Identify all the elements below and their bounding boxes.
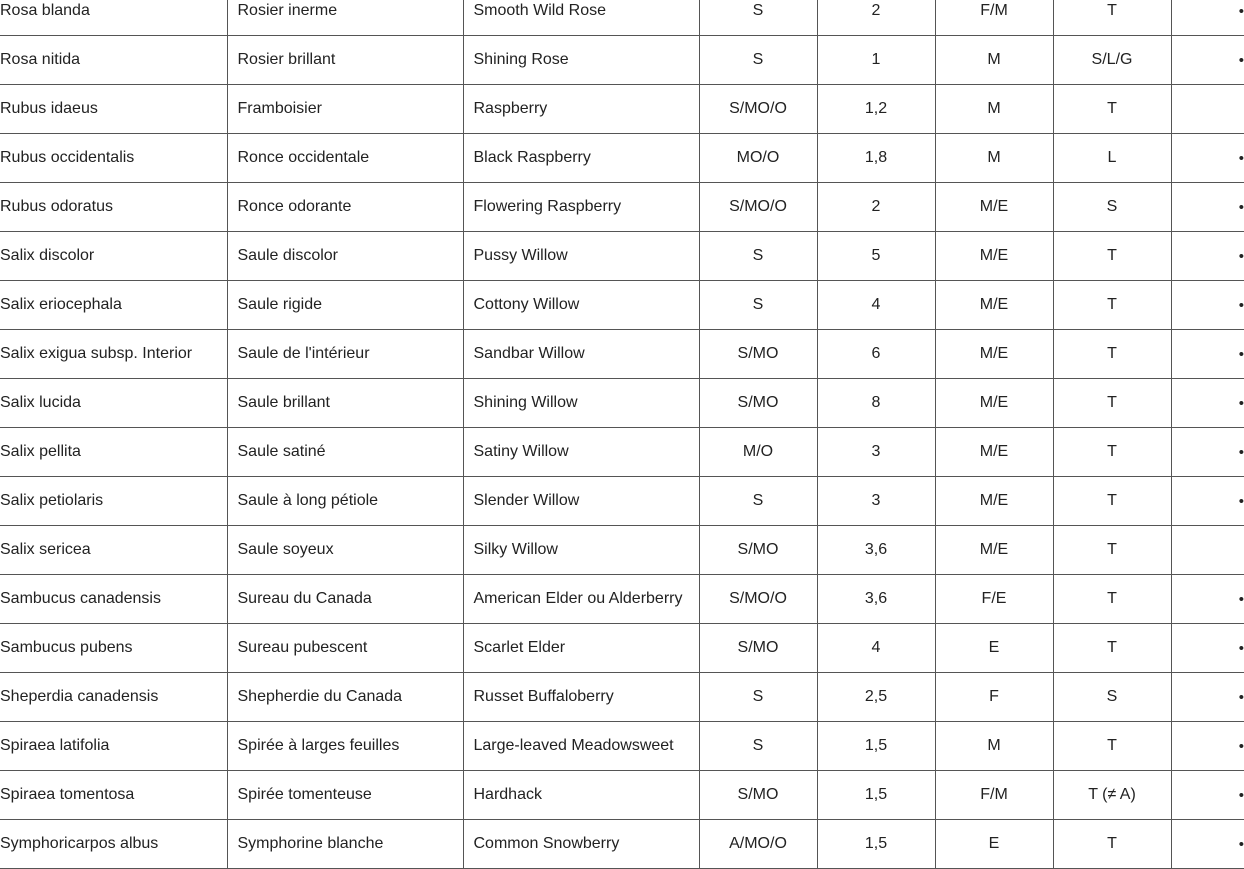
latin-name-cell: Symphoricarpos albus — [0, 820, 227, 869]
moisture-cell: F/E — [935, 575, 1053, 624]
french-name-cell: Ronce odorante — [227, 183, 463, 232]
table-row — [0, 820, 1244, 869]
height-cell: 4 — [817, 281, 935, 330]
french-name-cell: Saule soyeux — [227, 526, 463, 575]
english-name-cell: Common Snowberry — [463, 820, 699, 869]
latin-name-cell: Spiraea tomentosa — [0, 771, 227, 820]
soil-cell: S — [699, 232, 817, 281]
latin-name-cell: Rubus idaeus — [0, 85, 227, 134]
latin-name-cell: Salix eriocephala — [0, 281, 227, 330]
bullet-cell: • — [1171, 820, 1244, 869]
soil-cell: S/MO — [699, 526, 817, 575]
height-cell: 1 — [817, 36, 935, 85]
light-cell: T — [1053, 428, 1171, 477]
table-row — [0, 183, 1244, 232]
soil-cell: S/MO — [699, 771, 817, 820]
latin-name-cell: Salix discolor — [0, 232, 227, 281]
soil-cell: S — [699, 36, 817, 85]
latin-name-cell: Spiraea latifolia — [0, 722, 227, 771]
moisture-cell: M/E — [935, 428, 1053, 477]
table-row — [0, 36, 1244, 85]
light-cell: S — [1053, 183, 1171, 232]
french-name-cell: Sureau du Canada — [227, 575, 463, 624]
bullet-cell — [1171, 85, 1244, 134]
height-cell: 3,6 — [817, 575, 935, 624]
latin-name-cell: Sambucus canadensis — [0, 575, 227, 624]
height-cell: 1,5 — [817, 771, 935, 820]
height-cell: 6 — [817, 330, 935, 379]
moisture-cell: M — [935, 722, 1053, 771]
bullet-cell: • — [1171, 232, 1244, 281]
light-cell: T — [1053, 820, 1171, 869]
latin-name-cell: Rubus occidentalis — [0, 134, 227, 183]
light-cell: S — [1053, 673, 1171, 722]
english-name-cell: Pussy Willow — [463, 232, 699, 281]
french-name-cell: Spirée à larges feuilles — [227, 722, 463, 771]
table-row — [0, 134, 1244, 183]
latin-name-cell: Rosa nitida — [0, 36, 227, 85]
moisture-cell: M/E — [935, 183, 1053, 232]
moisture-cell: M/E — [935, 379, 1053, 428]
soil-cell: S/MO/O — [699, 183, 817, 232]
bullet-cell: • — [1171, 281, 1244, 330]
table-row — [0, 330, 1244, 379]
moisture-cell: E — [935, 820, 1053, 869]
light-cell: T — [1053, 281, 1171, 330]
height-cell: 4 — [817, 624, 935, 673]
french-name-cell: Saule satiné — [227, 428, 463, 477]
bullet-cell: • — [1171, 379, 1244, 428]
table-row — [0, 771, 1244, 820]
latin-name-cell: Salix exigua subsp. Interior — [0, 330, 227, 379]
moisture-cell: M/E — [935, 477, 1053, 526]
height-cell: 1,2 — [817, 85, 935, 134]
light-cell: T — [1053, 624, 1171, 673]
table-row — [0, 232, 1244, 281]
soil-cell: M/O — [699, 428, 817, 477]
soil-cell: A/MO/O — [699, 820, 817, 869]
height-cell: 2 — [817, 0, 935, 36]
moisture-cell: M/E — [935, 281, 1053, 330]
moisture-cell: M — [935, 36, 1053, 85]
height-cell: 1,5 — [817, 820, 935, 869]
bullet-cell: • — [1171, 673, 1244, 722]
light-cell: T — [1053, 477, 1171, 526]
bullet-cell: • — [1171, 722, 1244, 771]
french-name-cell: Saule brillant — [227, 379, 463, 428]
english-name-cell: Cottony Willow — [463, 281, 699, 330]
moisture-cell: E — [935, 624, 1053, 673]
light-cell: S/L/G — [1053, 36, 1171, 85]
table-row — [0, 526, 1244, 575]
english-name-cell: Black Raspberry — [463, 134, 699, 183]
french-name-cell: Saule à long pétiole — [227, 477, 463, 526]
latin-name-cell: Rosa blanda — [0, 0, 227, 36]
light-cell: L — [1053, 134, 1171, 183]
french-name-cell: Shepherdie du Canada — [227, 673, 463, 722]
bullet-cell: • — [1171, 0, 1244, 36]
soil-cell: S — [699, 0, 817, 36]
table-row — [0, 673, 1244, 722]
height-cell: 3,6 — [817, 526, 935, 575]
english-name-cell: Scarlet Elder — [463, 624, 699, 673]
height-cell: 3 — [817, 477, 935, 526]
height-cell: 2,5 — [817, 673, 935, 722]
soil-cell: S — [699, 722, 817, 771]
latin-name-cell: Salix lucida — [0, 379, 227, 428]
english-name-cell: Shining Willow — [463, 379, 699, 428]
bullet-cell: • — [1171, 183, 1244, 232]
latin-name-cell: Salix pellita — [0, 428, 227, 477]
soil-cell: S/MO/O — [699, 85, 817, 134]
bullet-cell — [1171, 526, 1244, 575]
light-cell: T — [1053, 379, 1171, 428]
light-cell: T — [1053, 85, 1171, 134]
latin-name-cell: Salix sericea — [0, 526, 227, 575]
english-name-cell: Silky Willow — [463, 526, 699, 575]
bullet-cell: • — [1171, 477, 1244, 526]
table-row — [0, 722, 1244, 771]
light-cell: T (≠ A) — [1053, 771, 1171, 820]
bullet-cell: • — [1171, 624, 1244, 673]
soil-cell: S/MO — [699, 624, 817, 673]
light-cell: T — [1053, 232, 1171, 281]
soil-cell: MO/O — [699, 134, 817, 183]
moisture-cell: M/E — [935, 526, 1053, 575]
soil-cell: S/MO — [699, 379, 817, 428]
height-cell: 8 — [817, 379, 935, 428]
bullet-cell: • — [1171, 428, 1244, 477]
english-name-cell: Shining Rose — [463, 36, 699, 85]
moisture-cell: M — [935, 134, 1053, 183]
french-name-cell: Saule discolor — [227, 232, 463, 281]
latin-name-cell: Sambucus pubens — [0, 624, 227, 673]
latin-name-cell: Salix petiolaris — [0, 477, 227, 526]
french-name-cell: Sureau pubescent — [227, 624, 463, 673]
french-name-cell: Rosier inerme — [227, 0, 463, 36]
height-cell: 1,8 — [817, 134, 935, 183]
light-cell: T — [1053, 330, 1171, 379]
latin-name-cell: Rubus odoratus — [0, 183, 227, 232]
moisture-cell: M — [935, 85, 1053, 134]
english-name-cell: Flowering Raspberry — [463, 183, 699, 232]
soil-cell: S — [699, 673, 817, 722]
bullet-cell: • — [1171, 134, 1244, 183]
table-row — [0, 428, 1244, 477]
french-name-cell: Rosier brillant — [227, 36, 463, 85]
light-cell: T — [1053, 526, 1171, 575]
height-cell: 5 — [817, 232, 935, 281]
table-row — [0, 379, 1244, 428]
table-row — [0, 624, 1244, 673]
french-name-cell: Symphorine blanche — [227, 820, 463, 869]
height-cell: 1,5 — [817, 722, 935, 771]
english-name-cell: Large-leaved Meadowsweet — [463, 722, 699, 771]
english-name-cell: American Elder ou Alderberry — [463, 575, 699, 624]
english-name-cell: Satiny Willow — [463, 428, 699, 477]
table-row — [0, 281, 1244, 330]
french-name-cell: Spirée tomenteuse — [227, 771, 463, 820]
moisture-cell: M/E — [935, 232, 1053, 281]
english-name-cell: Sandbar Willow — [463, 330, 699, 379]
light-cell: T — [1053, 722, 1171, 771]
soil-cell: S — [699, 477, 817, 526]
height-cell: 2 — [817, 183, 935, 232]
soil-cell: S — [699, 281, 817, 330]
moisture-cell: M/E — [935, 330, 1053, 379]
english-name-cell: Russet Buffaloberry — [463, 673, 699, 722]
table-row — [0, 575, 1244, 624]
english-name-cell: Slender Willow — [463, 477, 699, 526]
french-name-cell: Saule rigide — [227, 281, 463, 330]
latin-name-cell: Sheperdia canadensis — [0, 673, 227, 722]
french-name-cell: Framboisier — [227, 85, 463, 134]
height-cell: 3 — [817, 428, 935, 477]
bullet-cell: • — [1171, 330, 1244, 379]
table-row — [0, 0, 1244, 36]
english-name-cell: Hardhack — [463, 771, 699, 820]
french-name-cell: Ronce occidentale — [227, 134, 463, 183]
moisture-cell: F/M — [935, 771, 1053, 820]
table-row — [0, 477, 1244, 526]
light-cell: T — [1053, 575, 1171, 624]
bullet-cell: • — [1171, 575, 1244, 624]
moisture-cell: F/M — [935, 0, 1053, 36]
moisture-cell: F — [935, 673, 1053, 722]
light-cell: T — [1053, 0, 1171, 36]
bullet-cell: • — [1171, 36, 1244, 85]
english-name-cell: Smooth Wild Rose — [463, 0, 699, 36]
soil-cell: S/MO/O — [699, 575, 817, 624]
english-name-cell: Raspberry — [463, 85, 699, 134]
table-row — [0, 85, 1244, 134]
soil-cell: S/MO — [699, 330, 817, 379]
bullet-cell: • — [1171, 771, 1244, 820]
french-name-cell: Saule de l'intérieur — [227, 330, 463, 379]
